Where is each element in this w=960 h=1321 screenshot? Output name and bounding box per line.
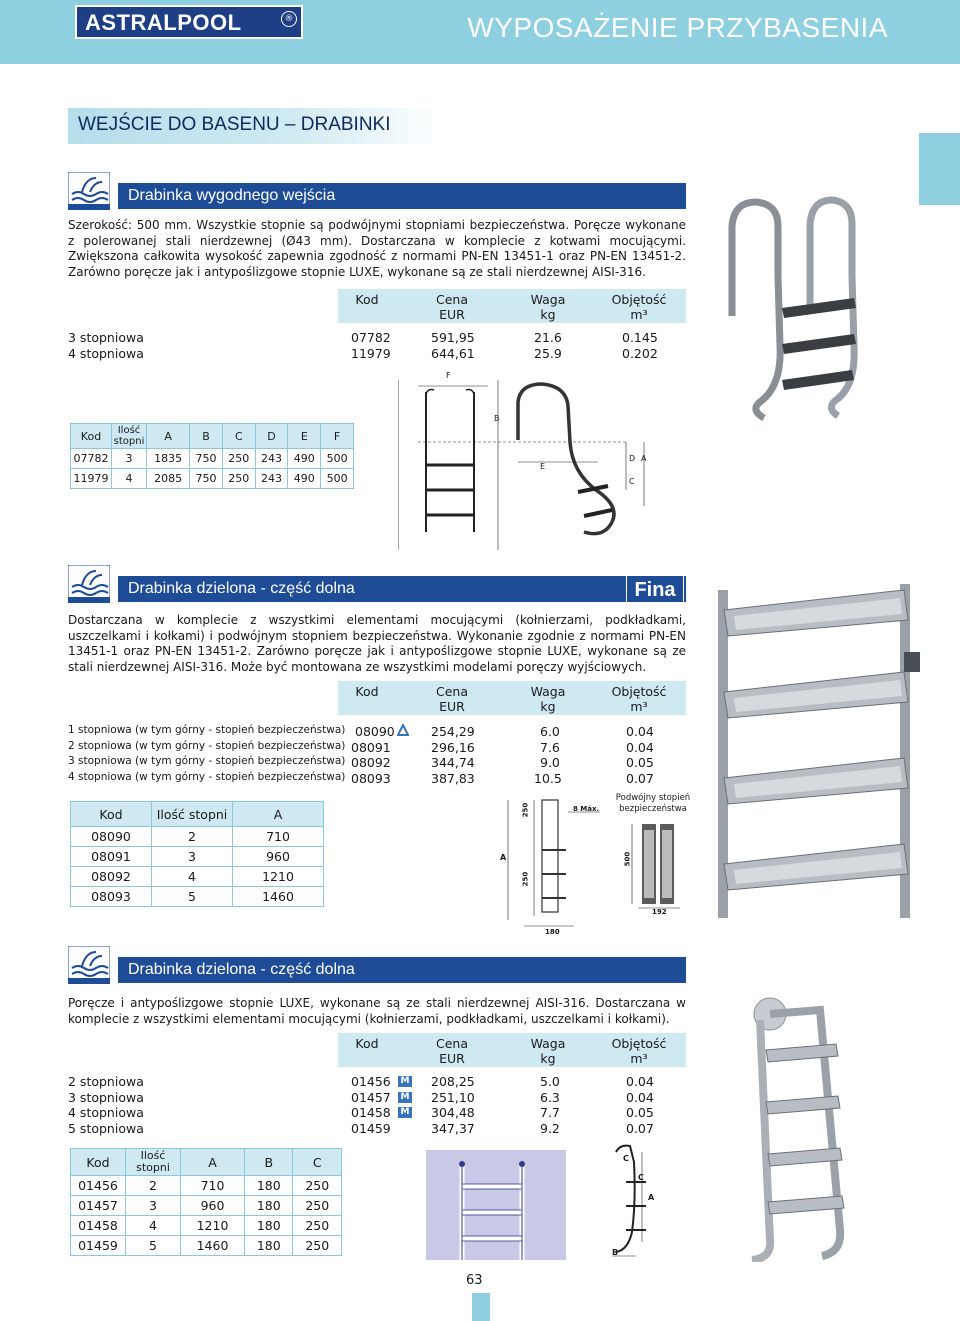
col-kod-header: Kod xyxy=(355,292,379,307)
row-kod: 01459 xyxy=(351,1121,391,1136)
col-waga-unit: kg xyxy=(540,699,556,714)
row-cena: 344,74 xyxy=(431,755,475,770)
row-obj: 0.04 xyxy=(626,740,654,755)
drawing-label-b: B xyxy=(612,1248,619,1257)
col-cena-header: Cena xyxy=(435,292,468,307)
row-waga: 10.5 xyxy=(534,771,562,786)
row-name: 3 stopniowa xyxy=(68,330,144,345)
col-kod-header: Kod xyxy=(355,684,379,699)
dim-cell: 250 xyxy=(222,449,255,469)
dim-cell: 243 xyxy=(255,449,288,469)
row-kod: 07782 xyxy=(351,330,391,345)
col-cena-unit: EUR xyxy=(439,1051,465,1066)
drawing-label-d: D xyxy=(629,454,636,463)
drawing-dim-250-bottom: 250 xyxy=(521,871,530,887)
table-row xyxy=(71,887,324,907)
dim-cell: 250 xyxy=(293,1196,342,1216)
row-waga: 21.6 xyxy=(534,330,562,345)
certification-icon xyxy=(397,724,409,736)
product-title-bar: Drabinka wygodnego wejścia xyxy=(118,183,686,209)
dim-cell: 250 xyxy=(293,1176,342,1196)
dim-header: A xyxy=(147,424,190,449)
dim-header: A xyxy=(233,802,324,827)
dim-header: Ilość stopni xyxy=(126,1149,181,1176)
table-row xyxy=(71,1216,342,1236)
row-name: 3 stopniowa xyxy=(68,1090,144,1105)
pool-ladder-icon xyxy=(68,565,110,603)
certification-mark-icon: M xyxy=(398,1107,412,1118)
dim-cell: 710 xyxy=(181,1176,245,1196)
row-name: 3 stopniowa (w tym górny - stopień bezpieczeństwa) xyxy=(68,755,346,767)
dim-cell: 250 xyxy=(293,1236,342,1256)
dim-cell: 08091 xyxy=(71,847,152,867)
dim-cell: 4 xyxy=(152,867,233,887)
dim-header: C xyxy=(293,1149,342,1176)
certification-mark-icon: M xyxy=(398,1092,412,1103)
dim-cell: 250 xyxy=(293,1216,342,1236)
dim-cell: 750 xyxy=(190,449,223,469)
dim-cell: 4 xyxy=(126,1216,181,1236)
dim-header: E xyxy=(288,424,321,449)
table-row xyxy=(71,847,324,867)
dim-cell: 3 xyxy=(126,1196,181,1216)
dim-header: C xyxy=(222,424,255,449)
pool-ladder-icon xyxy=(68,172,110,210)
row-obj: 0.04 xyxy=(626,1090,654,1105)
table-row xyxy=(71,867,324,887)
dim-cell: 2085 xyxy=(147,469,190,489)
row-cena: 347,37 xyxy=(431,1121,475,1136)
table-row xyxy=(71,1196,342,1216)
split-ladder-photo xyxy=(704,580,920,918)
drawing-label-a: A xyxy=(641,454,647,463)
col-cena-unit: EUR xyxy=(439,699,465,714)
fina-brand-badge: Fina xyxy=(626,575,684,603)
product-description: Szerokość: 500 mm. Wszystkie stopnie są podwójnymi stopniami bezpieczeństwa. Poręcze wykonane z polerowanej stali nierdzewnej (Ø43 mm). Dostarczana w komplecie z kotwami mocującymi. Zwiększona całkowita wysokość zapewnia zgodność z normami PN-EN 13451-1 oraz PN-EN 13451-2. Zarówno poręcze jak i antypoślizgowe stopnie LUXE, wykonane są ze stali nierdzewnej AISI-316. xyxy=(68,218,686,279)
drawing-label-c: C xyxy=(629,477,635,486)
dimensions-table xyxy=(70,423,354,489)
dim-cell: 11979 xyxy=(71,469,112,489)
dim-header: Ilość stopni xyxy=(112,424,147,449)
drawing-dim-500: 500 xyxy=(623,851,632,867)
col-waga-header: Waga xyxy=(530,292,566,307)
row-waga: 9.2 xyxy=(540,1121,560,1136)
section-title: WEJŚCIE DO BASENU – DRABINKI xyxy=(78,114,391,135)
dim-cell: 1835 xyxy=(147,449,190,469)
drawing-label-f: F xyxy=(446,371,451,380)
row-waga: 7.7 xyxy=(540,1105,560,1120)
drawing-label-c: C xyxy=(623,1154,629,1163)
table-row xyxy=(71,469,354,489)
dim-cell: 1460 xyxy=(181,1236,245,1256)
row-cena: 254,29 xyxy=(431,724,475,739)
dim-cell: 08092 xyxy=(71,867,152,887)
dim-cell: 3 xyxy=(112,449,147,469)
drawing-label-e: E xyxy=(540,462,546,471)
safety-step-note: Podwójny stopień bezpieczeństwa xyxy=(615,793,691,814)
dim-header: A xyxy=(181,1149,245,1176)
row-kod: 08093 xyxy=(351,771,391,786)
dim-header: B xyxy=(190,424,223,449)
row-kod: 08091 xyxy=(351,740,391,755)
row-waga: 6.3 xyxy=(540,1090,560,1105)
ladder-technical-drawing xyxy=(398,372,652,550)
ladder-side-drawing xyxy=(606,1142,678,1260)
table-row xyxy=(71,1176,342,1196)
table-row xyxy=(71,1236,342,1256)
drawing-dim-250-top: 250 xyxy=(521,802,530,818)
ladder-steps-photo xyxy=(740,990,890,1262)
dim-header: D xyxy=(255,424,288,449)
drawing-label-c: C xyxy=(638,1173,644,1182)
col-cena-header: Cena xyxy=(435,684,468,699)
row-kod: 08090 xyxy=(355,724,395,739)
dim-cell: 07782 xyxy=(71,449,112,469)
drawing-dim-a: A xyxy=(500,853,507,862)
row-kod: 01458 xyxy=(351,1105,391,1120)
dim-header: Kod xyxy=(71,1149,126,1176)
col-waga-unit: kg xyxy=(540,307,556,322)
col-obj-unit: m³ xyxy=(630,307,648,322)
dim-cell: 4 xyxy=(112,469,147,489)
row-waga: 9.0 xyxy=(540,755,560,770)
col-waga-header: Waga xyxy=(530,1036,566,1051)
dim-cell: 180 xyxy=(245,1216,293,1236)
dim-header: Ilość stopni xyxy=(152,802,233,827)
dim-cell: 180 xyxy=(245,1176,293,1196)
dim-cell: 2 xyxy=(126,1176,181,1196)
category-title: WYPOSAŻENIE PRZYBASENIA xyxy=(467,12,888,43)
pool-ladder-icon xyxy=(68,946,110,984)
dim-cell: 3 xyxy=(152,847,233,867)
dim-cell: 08093 xyxy=(71,887,152,907)
row-cena: 208,25 xyxy=(431,1074,475,1089)
row-cena: 387,83 xyxy=(431,771,475,786)
table-row xyxy=(71,827,324,847)
dim-cell: 08090 xyxy=(71,827,152,847)
dim-cell: 180 xyxy=(245,1196,293,1216)
col-waga-header: Waga xyxy=(530,684,566,699)
row-waga: 5.0 xyxy=(540,1074,560,1089)
dimensions-table xyxy=(70,801,324,907)
drawing-dim-180: 180 xyxy=(545,928,560,936)
row-obj: 0.05 xyxy=(626,1105,654,1120)
dim-cell: 960 xyxy=(181,1196,245,1216)
col-obj-header: Objętość xyxy=(611,1036,667,1051)
row-obj: 0.05 xyxy=(626,755,654,770)
dim-cell: 01456 xyxy=(71,1176,126,1196)
drawing-dim-max: 8 Máx. xyxy=(573,805,600,813)
row-name: 4 stopniowa xyxy=(68,1105,144,1120)
dim-cell: 1460 xyxy=(233,887,324,907)
product-title-bar: Drabinka dzielona - część dolna xyxy=(118,576,686,602)
dim-header: B xyxy=(245,1149,293,1176)
page-number: 63 xyxy=(466,1273,483,1288)
drawing-dim-192: 192 xyxy=(652,908,667,916)
row-cena: 251,10 xyxy=(431,1090,475,1105)
ladder-product-photo xyxy=(720,196,895,428)
col-obj-unit: m³ xyxy=(630,699,648,714)
row-waga: 6.0 xyxy=(540,724,560,739)
drawing-label-a: A xyxy=(648,1193,655,1202)
brand-logo xyxy=(75,5,303,39)
dim-cell: 5 xyxy=(152,887,233,907)
row-waga: 25.9 xyxy=(534,346,562,361)
dim-cell: 710 xyxy=(233,827,324,847)
row-name: 2 stopniowa xyxy=(68,1074,144,1089)
dim-cell: 180 xyxy=(245,1236,293,1256)
row-kod: 08092 xyxy=(351,755,391,770)
row-name: 5 stopniowa xyxy=(68,1121,144,1136)
dim-cell: 1210 xyxy=(181,1216,245,1236)
product-title-bar: Drabinka dzielona - część dolna xyxy=(118,957,686,983)
drawing-label-b: B xyxy=(494,414,500,423)
row-name: 4 stopniowa xyxy=(68,346,144,361)
dim-header: Kod xyxy=(71,424,112,449)
row-kod: 01457 xyxy=(351,1090,391,1105)
row-kod: 01456 xyxy=(351,1074,391,1089)
col-obj-header: Objętość xyxy=(611,684,667,699)
row-name: 1 stopniowa (w tym górny - stopień bezpieczeństwa) xyxy=(68,724,346,736)
row-kod: 11979 xyxy=(351,346,391,361)
product-description: Dostarczana w komplecie z wszystkimi elementami mocującymi (kołnierzami, podkładkami, uszczelkami i kołkami) i podwójnym stopniem bezpieczeństwa. Wykonanie zgodnie z normami PN-EN 13451-1 oraz PN-EN 13451-2. Zarówno poręcze jak i antypoślizgowe stopnie LUXE, wykonane są ze stali nierdzewnej AISI-316. Może być montowana ze wszystkimi modelami poręczy wyjściowych. xyxy=(68,613,686,674)
row-obj: 0.04 xyxy=(626,724,654,739)
dim-cell: 500 xyxy=(321,469,354,489)
dimensions-table xyxy=(70,1148,342,1256)
row-obj: 0.07 xyxy=(626,771,654,786)
registered-mark: ® xyxy=(281,11,297,27)
col-cena-unit: EUR xyxy=(439,307,465,322)
ladder-schematic xyxy=(426,1150,566,1260)
table-row xyxy=(71,449,354,469)
dim-cell: 1210 xyxy=(233,867,324,887)
dim-cell: 490 xyxy=(288,449,321,469)
col-waga-unit: kg xyxy=(540,1051,556,1066)
col-cena-header: Cena xyxy=(435,1036,468,1051)
row-cena: 304,48 xyxy=(431,1105,475,1120)
dim-cell: 01459 xyxy=(71,1236,126,1256)
col-obj-unit: m³ xyxy=(630,1051,648,1066)
dim-cell: 960 xyxy=(233,847,324,867)
brand-name: ASTRALPOOL xyxy=(85,10,242,35)
row-obj: 0.202 xyxy=(622,346,658,361)
page-number-marker xyxy=(472,1293,490,1321)
col-kod-header: Kod xyxy=(355,1036,379,1051)
dim-header: F xyxy=(321,424,354,449)
row-obj: 0.04 xyxy=(626,1074,654,1089)
dim-cell: 5 xyxy=(126,1236,181,1256)
side-tab-marker xyxy=(919,133,960,205)
row-obj: 0.07 xyxy=(626,1121,654,1136)
dim-cell: 01457 xyxy=(71,1196,126,1216)
dim-cell: 01458 xyxy=(71,1216,126,1236)
dim-cell: 2 xyxy=(152,827,233,847)
dim-cell: 243 xyxy=(255,469,288,489)
certification-mark-icon: M xyxy=(398,1076,412,1087)
dim-cell: 490 xyxy=(288,469,321,489)
dim-cell: 250 xyxy=(222,469,255,489)
dim-header: Kod xyxy=(71,802,152,827)
product-description: Poręcze i antypoślizgowe stopnie LUXE, wykonane są ze stali nierdzewnej AISI-316. Dostarczana w komplecie z wszystkimi elementami mocującymi (kołnierzami, podkładkami, uszczelkami i kołkami). xyxy=(68,996,686,1026)
row-name: 4 stopniowa (w tym górny - stopień bezpieczeństwa) xyxy=(68,771,346,783)
row-cena: 296,16 xyxy=(431,740,475,755)
dim-cell: 500 xyxy=(321,449,354,469)
row-cena: 591,95 xyxy=(431,330,475,345)
row-cena: 644,61 xyxy=(431,346,475,361)
row-obj: 0.145 xyxy=(622,330,658,345)
row-waga: 7.6 xyxy=(540,740,560,755)
row-name: 2 stopniowa (w tym górny - stopień bezpieczeństwa) xyxy=(68,740,346,752)
col-obj-header: Objętość xyxy=(611,292,667,307)
dim-cell: 750 xyxy=(190,469,223,489)
